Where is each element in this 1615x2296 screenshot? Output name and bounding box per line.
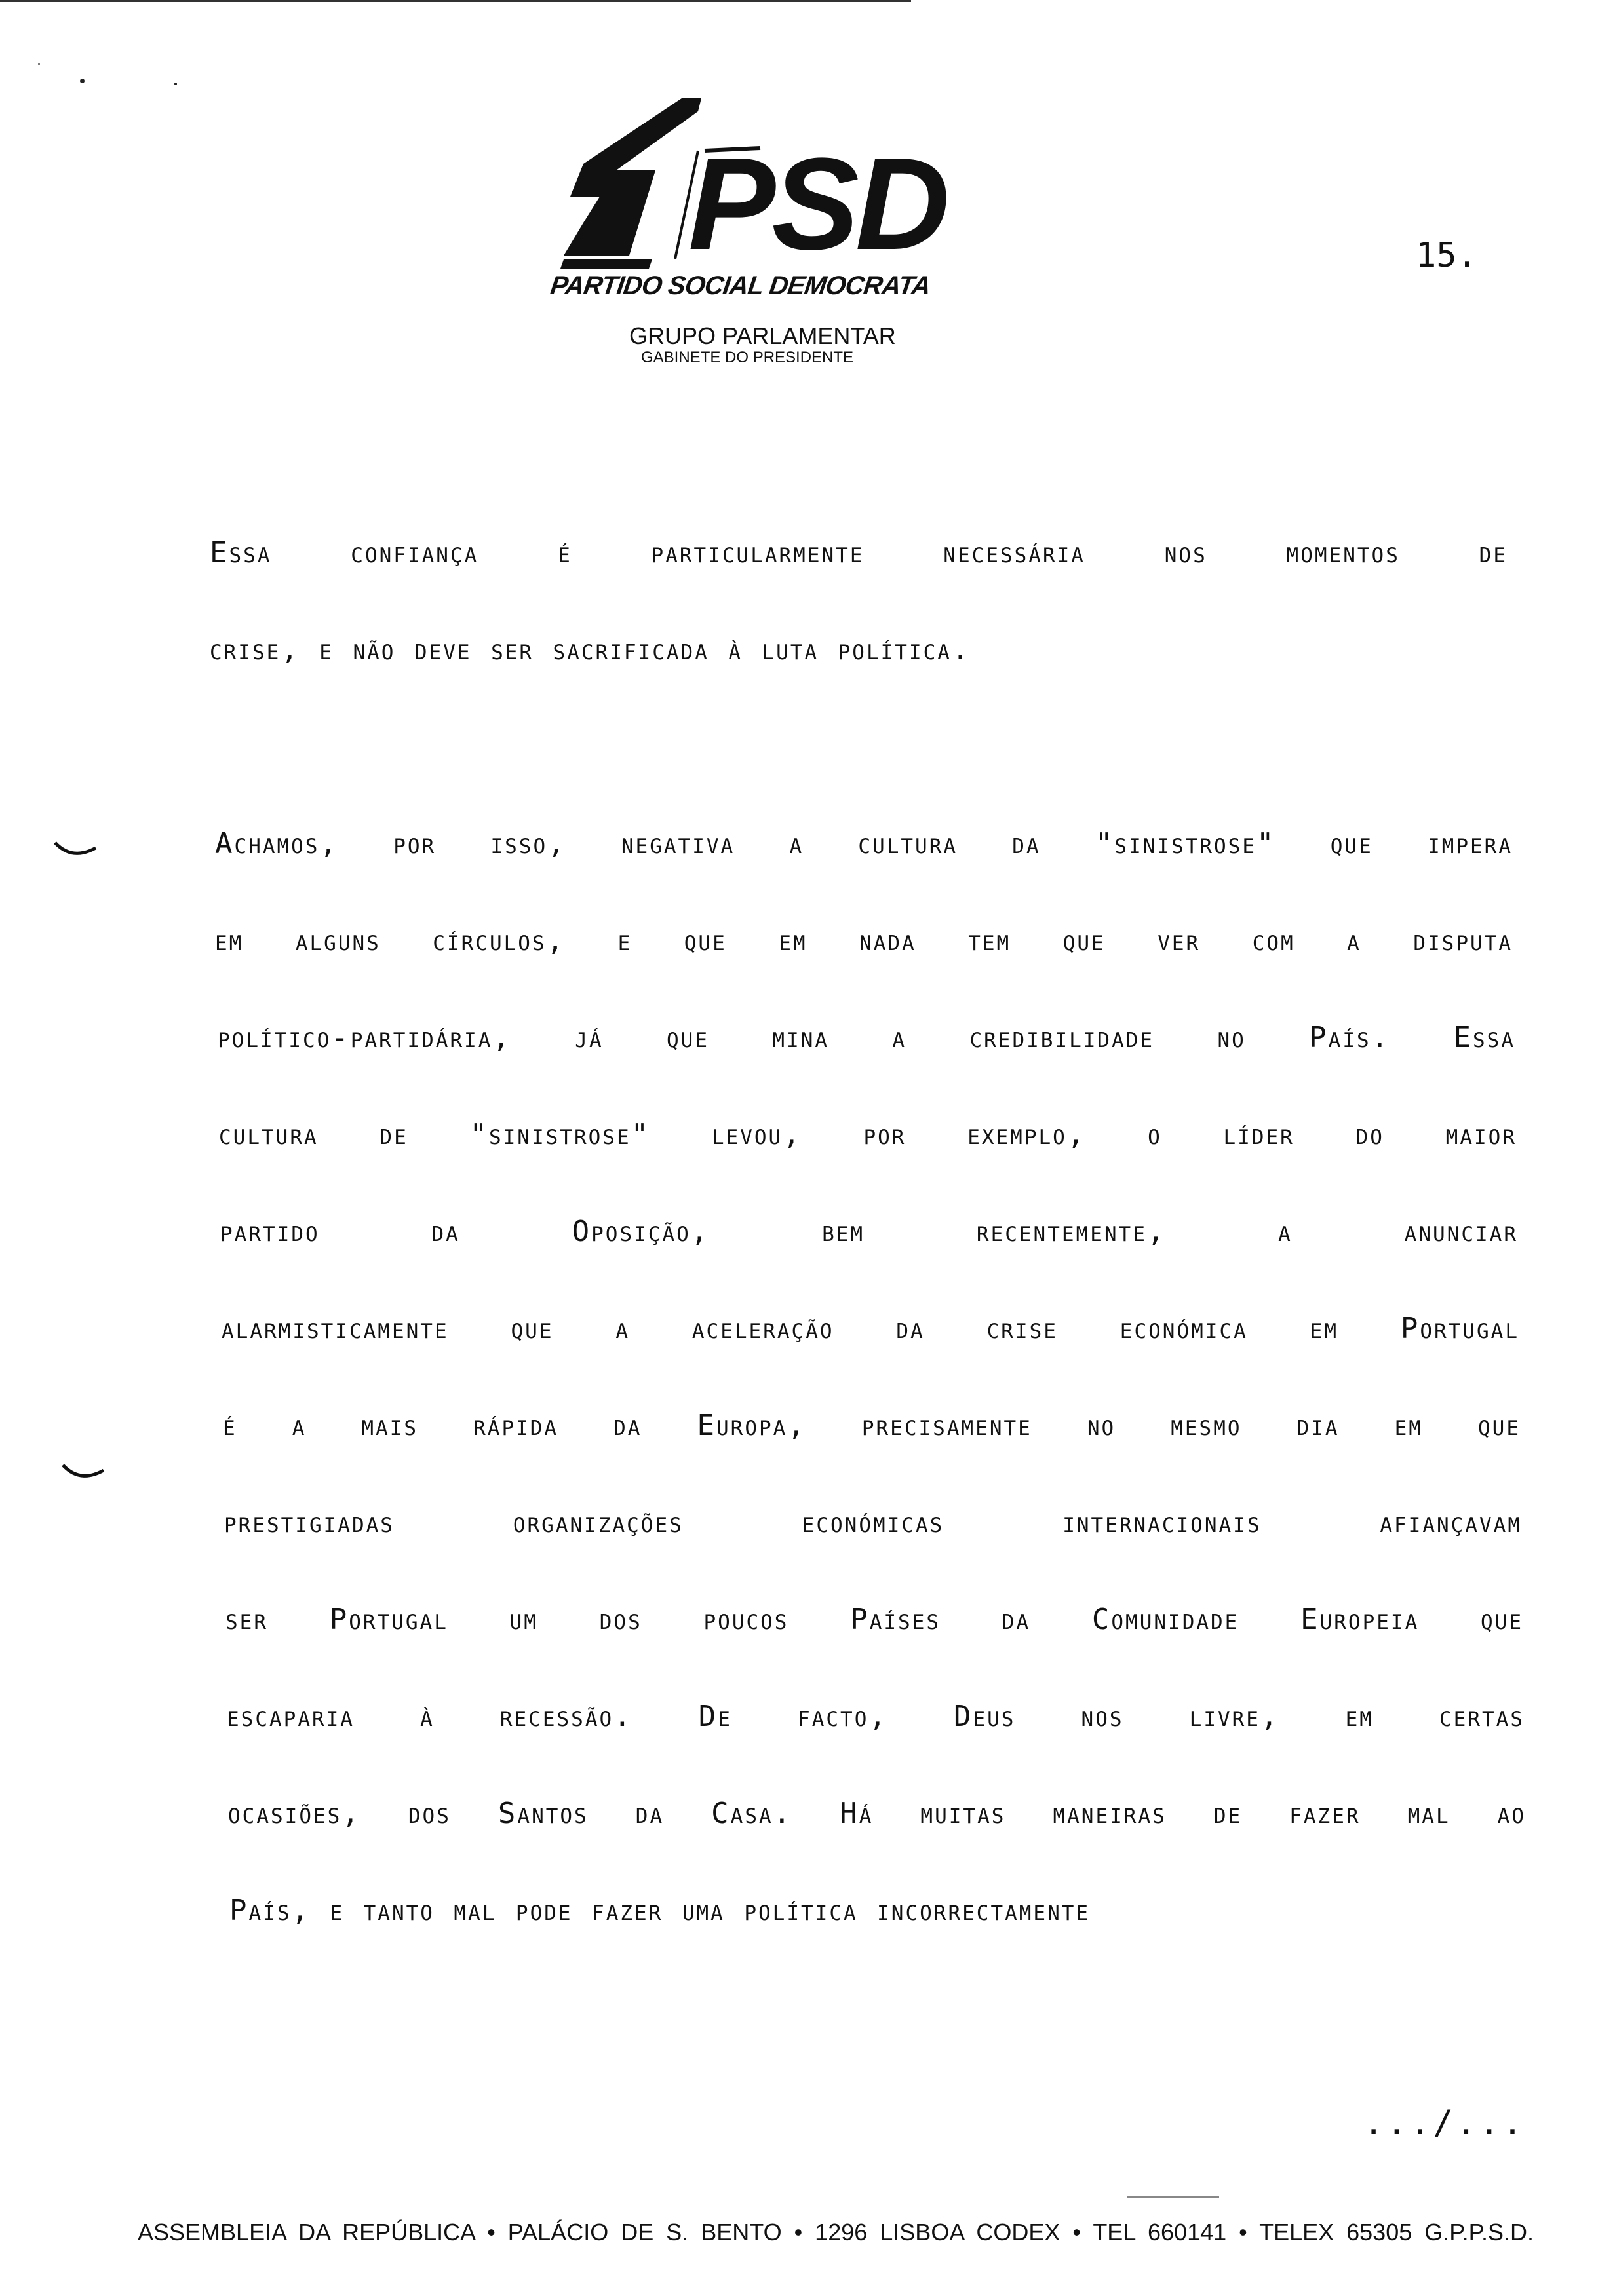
text-line: Achamos, por isso, negativa a cultura da "sinistrose" que impera: [215, 827, 1513, 860]
scan-speck: [38, 63, 40, 65]
party-name: PARTIDO SOCIAL DEMOCRATA: [548, 271, 933, 300]
letterhead: [537, 92, 1022, 380]
parliamentary-group: GRUPO PARLAMENTAR: [629, 322, 896, 349]
text-line: ser Portugal um dos poucos Países da Comunidade Europeia que: [225, 1603, 1523, 1636]
text-line: País, e tanto mal pode fazer uma política incorrectamente: [229, 1894, 1091, 1927]
text-line: crise, e não deve ser sacrificada à luta política.: [210, 633, 971, 666]
office-name: GABINETE DO PRESIDENTE: [641, 349, 854, 366]
continuation-mark: .../...: [1363, 2103, 1526, 2143]
margin-check-mark-icon: [60, 1461, 106, 1487]
text-line: ocasiões, dos Santos da Casa. Há muitas maneiras de fazer mal ao: [228, 1797, 1526, 1830]
text-line: escaparia à recessão. De facto, Deus nos livre, em certas: [227, 1700, 1525, 1733]
text-line: prestigiadas organizações económicas internacionais afiançavam: [224, 1506, 1522, 1539]
footer-address: ASSEMBLEIA DA REPÚBLICA • PALÁCIO DE S. BENTO • 1296 LISBOA CODEX • TEL 660141 • TELEX 65305 G.P.P.S.D.: [138, 2219, 1534, 2246]
scan-speck: [174, 83, 177, 85]
text-line: político-partidária, já que mina a credibilidade no País. Essa: [218, 1021, 1515, 1054]
text-line: Essa confiança é particularmente necessária nos momentos de: [210, 536, 1508, 569]
text-line: em alguns círculos, e que em nada tem que ver com a disputa: [215, 924, 1513, 957]
text-line: partido da Oposição, bem recentemente, a anunciar: [220, 1215, 1518, 1248]
text-line: alarmisticamente que a aceleração da crise económica em Portugal: [222, 1312, 1519, 1345]
scan-speck: [80, 79, 85, 83]
margin-check-mark-icon: [52, 839, 98, 865]
logo-wordmark: PSD: [688, 131, 946, 277]
text-line: cultura de "sinistrose" levou, por exemplo, o líder do maior: [219, 1118, 1517, 1151]
top-edge-rule: [0, 0, 911, 2]
psd-arrow-logo-icon: [537, 92, 1022, 282]
footer-faint-rule: [1127, 2196, 1219, 2198]
page-number: 15.: [1416, 236, 1477, 275]
text-line: é a mais rápida da Europa, precisamente no mesmo dia em que: [223, 1409, 1521, 1442]
